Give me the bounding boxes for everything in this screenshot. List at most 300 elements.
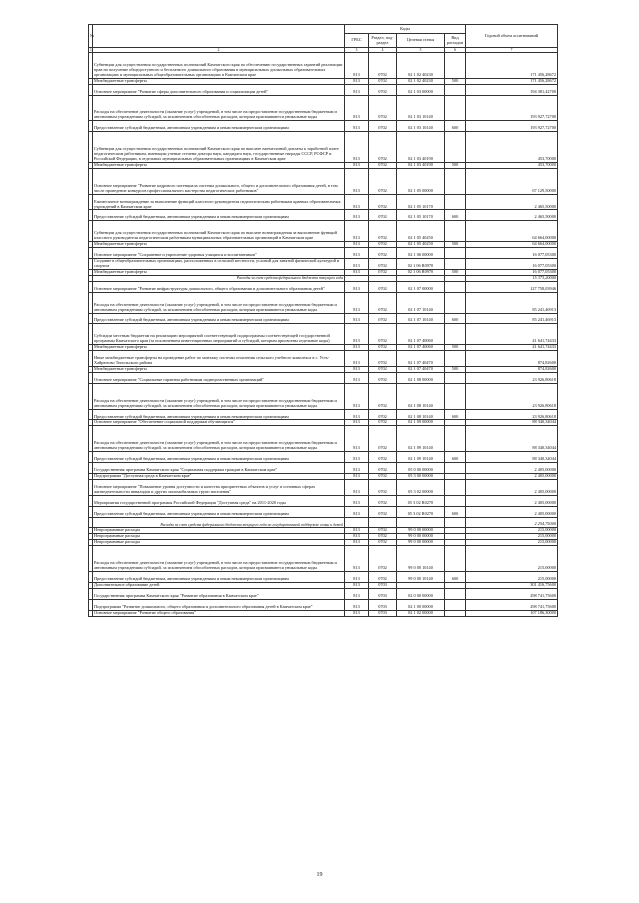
row-target-cell: 02 1 07 00000 [397, 281, 445, 292]
row-target-cell: 02 1 09 10140 [397, 452, 445, 463]
row-section-cell: 0702 [369, 383, 397, 409]
row-type-cell [445, 479, 466, 495]
table-row [89, 210, 558, 221]
row-type-cell [445, 495, 466, 506]
row-section-cell: 0702 [369, 210, 397, 221]
header-name [93, 25, 345, 48]
row-amount-cell: 2 405,00000 [466, 463, 558, 474]
row-amount-cell: 301 416,75600 [466, 582, 558, 588]
row-section-cell: 0703 [369, 588, 397, 599]
row-target-cell: 02 1 03 00000 [397, 84, 445, 95]
row-amount-cell: 41 641,74433 [466, 345, 558, 351]
table-row [89, 610, 558, 616]
row-type-cell [445, 588, 466, 599]
row-target-cell: 05 3 02 R0270 [397, 495, 445, 506]
row-name-cell: Расходы на обеспечение деятельности (оказание услуг) учреждений, в том числе на предоставление государственным бюджетным и автономным учреждениям субсидий, за исключением обособленных расходов, которым присваиваются уникальные коды [93, 383, 345, 409]
row-amount-cell: 88 340,34044 [466, 426, 558, 452]
row-name-cell: Расходы за счет средств федерального бюджета текущего года по государственной поддержке семьи и детей [93, 517, 345, 528]
table-row [89, 53, 558, 79]
row-type-cell: 500 [445, 269, 466, 275]
row-name-cell: Расходы на обеспечение деятельности (оказание услуг) учреждений, в том числе на предоставление государственным бюджетным и автономным учреждениям субсидий, за исключением обособленных расходов, которым присваиваются уникальные коды [93, 546, 345, 572]
row-grbs-cell: 813 [345, 473, 369, 479]
row-section-cell: 0702 [369, 409, 397, 420]
row-section-cell: 0702 [369, 194, 397, 210]
row-target-cell: 02 1 03 40190 [397, 132, 445, 163]
row-amount-cell: 193 927,72700 [466, 121, 558, 132]
row-section-cell: 0702 [369, 292, 397, 313]
row-target-cell: 02 1 05 40250 [397, 221, 445, 242]
row-target-cell: 05 3 02 R0270 [397, 506, 445, 517]
row-target-cell: 99 0 00 10140 [397, 572, 445, 583]
row-target-cell: 02 1 07 40060 [397, 345, 445, 351]
row-type-cell [445, 324, 466, 345]
table-row [89, 463, 558, 474]
row-name-cell: Расходы на обеспечение деятельности (оказание услуг) учреждений, в том числе на предоставление государственным бюджетным и автономным учреждениям субсидий, за исключением обособленных расходов, которым присваиваются уникальные коды [93, 292, 345, 313]
row-section-cell: 0702 [369, 463, 397, 474]
row-grbs-cell: 813 [345, 495, 369, 506]
row-target-cell: 02 1 05 00000 [397, 168, 445, 194]
row-target-cell: 02 1 05 10170 [397, 210, 445, 221]
row-type-cell [445, 53, 466, 79]
row-section-cell: 0702 [369, 452, 397, 463]
row-name-cell: Межбюджетные трансферты [93, 345, 345, 351]
table-row [89, 132, 558, 163]
table-row [89, 372, 558, 383]
row-target-cell: 02 1 05 40250 [397, 242, 445, 248]
row-name-cell: Межбюджетные трансферты [93, 242, 345, 248]
row-grbs-cell: 813 [345, 463, 369, 474]
row-type-cell: 500 [445, 78, 466, 84]
row-type-cell: 600 [445, 313, 466, 324]
row-amount-cell: 88 340,34044 [466, 452, 558, 463]
table-row [89, 452, 558, 463]
row-section-cell: 0702 [369, 534, 397, 540]
table-row [89, 121, 558, 132]
row-name-cell: Межбюджетные трансферты [93, 162, 345, 168]
row-amount-cell: 193 927,72700 [466, 95, 558, 121]
row-target-cell: 02 1 07 10140 [397, 313, 445, 324]
table-row [89, 506, 558, 517]
row-name-cell: Подпрограмма "Развитие дошкольного, общего образования и дополнительного образования детей в Камчатском крае" [93, 599, 345, 610]
row-target-cell: 02 1 09 00000 [397, 420, 445, 426]
row-name-cell: Предоставление субсидий бюджетным, автономным учреждениям и иным некоммерческим организациям [93, 121, 345, 132]
row-target-cell: 99 0 00 10140 [397, 546, 445, 572]
row-target-cell: 05 3 02 00000 [397, 479, 445, 495]
column-number: 3 [345, 48, 369, 53]
row-target-cell: 02 1 06 R0970 [397, 269, 445, 275]
row-type-cell [445, 463, 466, 474]
row-name-cell: Основное мероприятие "Социальные гарантии работникам подведомственных организаций" [93, 372, 345, 383]
row-target-cell: 02 1 07 40060 [397, 324, 445, 345]
column-number: 1 [90, 48, 92, 52]
row-amount-cell: 88 340,34044 [466, 420, 558, 426]
table-row [89, 248, 558, 259]
row-grbs-cell: 813 [345, 409, 369, 420]
row-type-cell: 500 [445, 242, 466, 248]
table-row [89, 194, 558, 210]
row-grbs-cell: 813 [345, 426, 369, 452]
row-type-cell [445, 259, 466, 270]
row-target-cell: 02 1 00 00000 [397, 599, 445, 610]
row-type-cell [445, 221, 466, 242]
column-number: 4 [369, 48, 397, 53]
row-amount-cell: 171 456,28672 [466, 53, 558, 79]
row-name-cell: Непрограммные расходы [93, 528, 345, 534]
row-type-cell [445, 281, 466, 292]
row-grbs-cell: 813 [345, 506, 369, 517]
table-row [89, 495, 558, 506]
row-grbs-cell: 813 [345, 324, 369, 345]
row-name-cell: Основное мероприятие "Развитие общего образования" [93, 610, 345, 616]
row-grbs-cell: 813 [345, 383, 369, 409]
table-row [89, 313, 558, 324]
row-name-cell: Межбюджетные трансферты [93, 366, 345, 372]
row-type-cell [445, 351, 466, 367]
row-section-cell: 0703 [369, 599, 397, 610]
row-section-cell: 0702 [369, 313, 397, 324]
row-section-cell: 0702 [369, 351, 397, 367]
row-section-cell: 0702 [369, 540, 397, 546]
table-row [89, 351, 558, 367]
row-name-cell: Основное мероприятие "Сохранение и укрепление здоровья учащихся и воспитанников" [93, 248, 345, 259]
row-amount-cell: 2 465,50000 [466, 194, 558, 210]
row-grbs-cell: 813 [345, 210, 369, 221]
row-section-cell: 0702 [369, 366, 397, 372]
row-grbs-cell: 813 [345, 292, 369, 313]
row-section-cell: 0702 [369, 426, 397, 452]
row-name-cell: Расходы на обеспечение деятельности (оказание услуг) учреждений, в том числе на предоставление государственным бюджетным и автономным учреждениям субсидий, за исключением обособленных расходов, которым присваиваются уникальные коды [93, 95, 345, 121]
row-type-cell: 500 [445, 366, 466, 372]
row-grbs-cell: 813 [345, 132, 369, 163]
header-codes-group: Коды [345, 25, 466, 34]
row-section-cell: 0702 [369, 281, 397, 292]
row-type-cell [445, 292, 466, 313]
row-target-cell: 02 1 05 10170 [397, 194, 445, 210]
table-row [89, 426, 558, 452]
row-grbs-cell: 813 [345, 53, 369, 79]
row-target-cell: 99 0 00 00000 [397, 534, 445, 540]
row-section-cell: 0702 [369, 345, 397, 351]
row-amount-cell: 874,82600 [466, 351, 558, 367]
row-target-cell: 02 1 07 40470 [397, 366, 445, 372]
row-amount-cell: 107 186,30000 [466, 610, 558, 616]
row-type-cell [445, 610, 466, 616]
row-type-cell [445, 599, 466, 610]
table-row [89, 599, 558, 610]
row-name-cell: Дополнительное образование детей [93, 582, 345, 588]
row-grbs-cell: 813 [345, 599, 369, 610]
row-grbs-cell: 813 [345, 588, 369, 599]
row-section-cell: 0703 [369, 610, 397, 616]
header-row-1 [89, 25, 558, 34]
row-amount-cell: 453,70000 [466, 132, 558, 163]
table-row [89, 168, 558, 194]
row-name-cell: Предоставление субсидий бюджетным, автономным учреждениям и иным некоммерческим организациям [93, 409, 345, 420]
row-amount-cell: 127 758,03946 [466, 281, 558, 292]
table-row [89, 292, 558, 313]
header-type: Вид расходов [445, 34, 466, 48]
row-amount-cell: 171 456,28672 [466, 78, 558, 84]
row-amount-cell: 215,00000 [466, 540, 558, 546]
table-row [89, 84, 558, 95]
row-name-cell: Мероприятия государственной программы Российской Федерации "Доступная среда" на 2011-2020 годы [93, 495, 345, 506]
row-type-cell [445, 95, 466, 121]
row-name-cell: Субвенции для осуществления государственных полномочий Камчатского края по выплате ежемесячной доплаты к заработной плате педагогическим работникам, имеющим ученые степени доктора наук, кандидата наук, государственные награды СССР, РСФСР и Российской Федерации, в отдельных муниципальных образовательных организациях в Камчатском крае [93, 132, 345, 163]
row-grbs-cell: 813 [345, 121, 369, 132]
row-target-cell: 02 1 03 40190 [397, 162, 445, 168]
row-name-cell: Непрограммные расходы [93, 540, 345, 546]
header-amount: Годовой объем ассигнований [466, 25, 558, 48]
row-name-cell: Предоставление субсидий бюджетным, автономным учреждениям и иным некоммерческим организациям [93, 313, 345, 324]
row-grbs-cell: 813 [345, 610, 369, 616]
row-name-cell: Государственная программа Камчатского края "Развитие образования в Камчатском крае" [93, 588, 345, 599]
row-amount-cell: 215,00000 [466, 546, 558, 572]
row-name-cell: Основное мероприятие "Развитие инфраструктуры дошкольного, общего образования и дополнительного образования детей" [93, 281, 345, 292]
row-amount-cell: 2 254,75000 [466, 517, 558, 528]
row-amount-cell: 85 241,46913 [466, 313, 558, 324]
row-name-cell: Государственная программа Камчатского края "Социальная поддержка граждан в Камчатском крае" [93, 463, 345, 474]
column-number: 2 [93, 48, 345, 53]
row-grbs-cell: 813 [345, 452, 369, 463]
row-name-cell: Межбюджетные трансферты [93, 269, 345, 275]
row-amount-cell: 298 741,75600 [466, 599, 558, 610]
row-section-cell: 0702 [369, 242, 397, 248]
column-number: 7 [466, 48, 558, 53]
row-section-cell: 0702 [369, 168, 397, 194]
row-grbs-cell: 813 [345, 528, 369, 534]
row-grbs-cell: 813 [345, 534, 369, 540]
row-section-cell: 0702 [369, 132, 397, 163]
row-name-cell: Непрограммные расходы [93, 534, 345, 540]
row-grbs-cell: 813 [345, 351, 369, 367]
row-name-cell: Основное мероприятие "Развитие кадрового потенциала системы дошкольного, общего и дополнительного образования детей, в том числе проведение конкурсов профессионального мастерства педагогических работников" [93, 168, 345, 194]
row-grbs-cell: 813 [345, 248, 369, 259]
row-amount-cell: 64 664,00000 [466, 242, 558, 248]
table-row [89, 546, 558, 572]
row-section-cell: 0702 [369, 121, 397, 132]
row-target-cell: 02 1 02 40230 [397, 53, 445, 79]
row-amount-cell: 215,00000 [466, 528, 558, 534]
row-type-cell [445, 168, 466, 194]
row-type-cell: 500 [445, 345, 466, 351]
column-number: 5 [397, 48, 445, 53]
row-section-cell: 0702 [369, 53, 397, 79]
table-row [89, 259, 558, 270]
row-name-cell: Предоставление субсидий бюджетным, автономным учреждениям и иным некоммерческим организациям [93, 452, 345, 463]
row-amount-cell: 2 405,00000 [466, 479, 558, 495]
row-grbs-cell: 813 [345, 372, 369, 383]
row-target-cell: 02 1 08 10140 [397, 383, 445, 409]
row-section-cell: 0702 [369, 84, 397, 95]
row-type-cell [445, 383, 466, 409]
row-amount-cell: 2 405,00000 [466, 473, 558, 479]
row-grbs-cell: 813 [345, 168, 369, 194]
header-number: № [89, 25, 93, 48]
row-target-cell: 02 1 07 10140 [397, 292, 445, 313]
row-grbs-cell: 813 [345, 281, 369, 292]
row-grbs-cell: 813 [345, 420, 369, 426]
row-name-cell: Основное мероприятие "Повышение уровня доступности и качества приоритетных объектов и услуг в основных сферах жизнедеятельности инвалидов и других маломобильных групп населения" [93, 479, 345, 495]
row-grbs-cell: 813 [345, 546, 369, 572]
row-target-cell: 02 1 03 10140 [397, 121, 445, 132]
row-amount-cell: 2 405,00000 [466, 506, 558, 517]
row-grbs-cell: 813 [345, 479, 369, 495]
row-amount-cell: 16 077,05300 [466, 269, 558, 275]
row-type-cell [445, 84, 466, 95]
row-target-cell [397, 517, 445, 528]
row-amount-cell: 16 077,05300 [466, 248, 558, 259]
row-target-cell: 02 1 06 R0970 [397, 259, 445, 270]
row-name-cell: Субсидии местным бюджетам на реализацию мероприятий соответствующей подпрограммы соответствующей государственной программы Камчатского края (за исключением инвестиционных мероприятий и субсидий, которым присвоены отдельные коды) [93, 324, 345, 345]
row-section-cell: 0702 [369, 528, 397, 534]
table-row [89, 281, 558, 292]
row-section-cell [369, 517, 397, 528]
row-target-cell: 02 1 02 00000 [397, 610, 445, 616]
table-row [89, 572, 558, 583]
row-amount-cell: 64 664,00000 [466, 221, 558, 242]
row-target-cell: 02 1 02 40230 [397, 78, 445, 84]
row-amount-cell: 2 465,50000 [466, 210, 558, 221]
table-row [89, 409, 558, 420]
row-grbs-cell: 813 [345, 162, 369, 168]
row-grbs-cell: 813 [345, 582, 369, 588]
row-section-cell: 0702 [369, 259, 397, 270]
row-name-cell: Ежемесячное вознаграждение за выполнение функций классного руководителя педагогическим работникам краевых образовательных учреждений в Камчатском крае [93, 194, 345, 210]
row-type-cell: 500 [445, 162, 466, 168]
row-type-cell: 600 [445, 506, 466, 517]
table-note-row [89, 517, 558, 528]
row-target-cell: 02 1 09 10140 [397, 426, 445, 452]
row-section-cell: 0702 [369, 372, 397, 383]
row-grbs-cell: 813 [345, 259, 369, 270]
row-target-cell: 05 3 00 00000 [397, 473, 445, 479]
row-grbs-cell: 813 [345, 95, 369, 121]
row-target-cell: 02 1 08 00000 [397, 372, 445, 383]
row-amount-cell: 41 641,74433 [466, 324, 558, 345]
table-row [89, 221, 558, 242]
budget-table [88, 24, 558, 617]
row-name-cell: Основное мероприятие "Обеспечение социальной поддержки обучающихся" [93, 420, 345, 426]
row-amount-cell: 194 381,42700 [466, 84, 558, 95]
row-amount-cell: 23 926,80618 [466, 372, 558, 383]
row-name-cell: Субвенции для осуществления государственных полномочий Камчатского края по выплате вознаграждения за выполнение функций классного руководителя педагогическим работникам муниципальных образовательных организаций в Камчатском крае [93, 221, 345, 242]
header-grbs: ГРБС [345, 34, 369, 48]
table-body [89, 53, 558, 617]
row-grbs-cell [345, 517, 369, 528]
row-section-cell: 0702 [369, 546, 397, 572]
row-target-cell: 02 1 07 40470 [397, 351, 445, 367]
row-target-cell: 02 1 03 10140 [397, 95, 445, 121]
row-amount-cell: 215,00000 [466, 534, 558, 540]
row-type-cell: 600 [445, 572, 466, 583]
table-row [89, 95, 558, 121]
row-grbs-cell: 813 [345, 572, 369, 583]
row-section-cell: 0702 [369, 95, 397, 121]
row-target-cell: 99 0 00 00000 [397, 528, 445, 534]
row-name-cell: Расходы за счет средств федерального бюджета текущего года [93, 275, 345, 281]
row-target-cell: 02 1 06 00000 [397, 248, 445, 259]
row-name-cell: Расходы на обеспечение деятельности (оказание услуг) учреждений, в том числе на предоставление государственным бюджетным и автономным учреждениям субсидий, за исключением обособленных расходов, которым присваиваются уникальные коды [93, 426, 345, 452]
row-section-cell: 0702 [369, 479, 397, 495]
row-amount-cell: 23 926,80618 [466, 383, 558, 409]
row-grbs-cell: 813 [345, 366, 369, 372]
row-grbs-cell: 813 [345, 221, 369, 242]
row-amount-cell: 453,70000 [466, 162, 558, 168]
row-grbs-cell: 813 [345, 345, 369, 351]
table-row [89, 383, 558, 409]
row-section-cell: 0702 [369, 473, 397, 479]
row-type-cell [445, 546, 466, 572]
row-name-cell: Основное мероприятие "Развитие сферы дополнительного образования и социализации детей" [93, 84, 345, 95]
header-target: Целевая статья [397, 34, 445, 48]
row-section-cell: 0702 [369, 506, 397, 517]
row-name-cell: Создание в общеобразовательных организациях, расположенных в сельской местности, условий для занятий физической культурой и спортом [93, 259, 345, 270]
row-name-cell: Предоставление субсидий бюджетным, автономным учреждениям и иным некоммерческим организациям [93, 572, 345, 583]
row-amount-cell: 85 241,46913 [466, 292, 558, 313]
row-amount-cell: 2 405,00000 [466, 495, 558, 506]
row-target-cell: 02 0 00 00000 [397, 588, 445, 599]
row-amount-cell: 23 926,80618 [466, 409, 558, 420]
row-type-cell: 600 [445, 121, 466, 132]
row-type-cell [445, 248, 466, 259]
row-target-cell: 02 1 08 10140 [397, 409, 445, 420]
row-section-cell: 0702 [369, 221, 397, 242]
row-target-cell: 99 0 00 00000 [397, 540, 445, 546]
row-type-cell [445, 517, 466, 528]
row-amount-cell: 874,82600 [466, 366, 558, 372]
row-amount-cell: 15 373,20000 [466, 275, 558, 281]
row-grbs-cell: 813 [345, 540, 369, 546]
table-row [89, 324, 558, 345]
row-section-cell: 0702 [369, 572, 397, 583]
row-section-cell: 0702 [369, 269, 397, 275]
row-section-cell: 0702 [369, 162, 397, 168]
row-grbs-cell: 813 [345, 242, 369, 248]
row-section-cell: 0702 [369, 248, 397, 259]
row-amount-cell: 67 129,50000 [466, 168, 558, 194]
row-type-cell [445, 372, 466, 383]
row-type-cell: 600 [445, 452, 466, 463]
row-type-cell [445, 132, 466, 163]
row-grbs-cell: 813 [345, 313, 369, 324]
row-grbs-cell: 813 [345, 194, 369, 210]
column-number: 6 [445, 48, 466, 53]
table-row [89, 588, 558, 599]
row-amount-cell: 298 741,75600 [466, 588, 558, 599]
row-type-cell: 600 [445, 409, 466, 420]
row-type-cell [445, 194, 466, 210]
row-grbs-cell: 813 [345, 84, 369, 95]
row-name-cell: Иные межбюджетные трансферты на проведение работ по монтажу системы отопления сельского учебного комплекса в с. Усть-Хайрюзово Тигильского района [93, 351, 345, 367]
page-number: 19 [316, 872, 323, 878]
row-section-cell: 0702 [369, 495, 397, 506]
row-grbs-cell: 813 [345, 269, 369, 275]
row-type-cell: 600 [445, 210, 466, 221]
row-amount-cell: 215,00000 [466, 572, 558, 583]
row-name-cell: Межбюджетные трансферты [93, 78, 345, 84]
row-section-cell: 0703 [369, 582, 397, 588]
row-amount-cell: 16 077,05300 [466, 259, 558, 270]
row-name-cell: Подпрограмма "Доступная среда в Камчатском крае" [93, 473, 345, 479]
row-grbs-cell: 813 [345, 78, 369, 84]
row-name-cell: Субвенции для осуществления государственных полномочий Камчатского края по обеспечению государственных гарантий реализации прав на получение общедоступного и бесплатного дошкольного образования в муниципальных дошкольных образовательных организациях и муниципальных общеобразовательных организациях в Камчатском крае [93, 53, 345, 79]
row-section-cell: 0702 [369, 420, 397, 426]
row-target-cell: 05 0 00 00000 [397, 463, 445, 474]
row-type-cell [445, 426, 466, 452]
row-name-cell: Предоставление субсидий бюджетным, автономным учреждениям и иным некоммерческим организациям [93, 210, 345, 221]
table-row [89, 479, 558, 495]
row-section-cell: 0702 [369, 78, 397, 84]
